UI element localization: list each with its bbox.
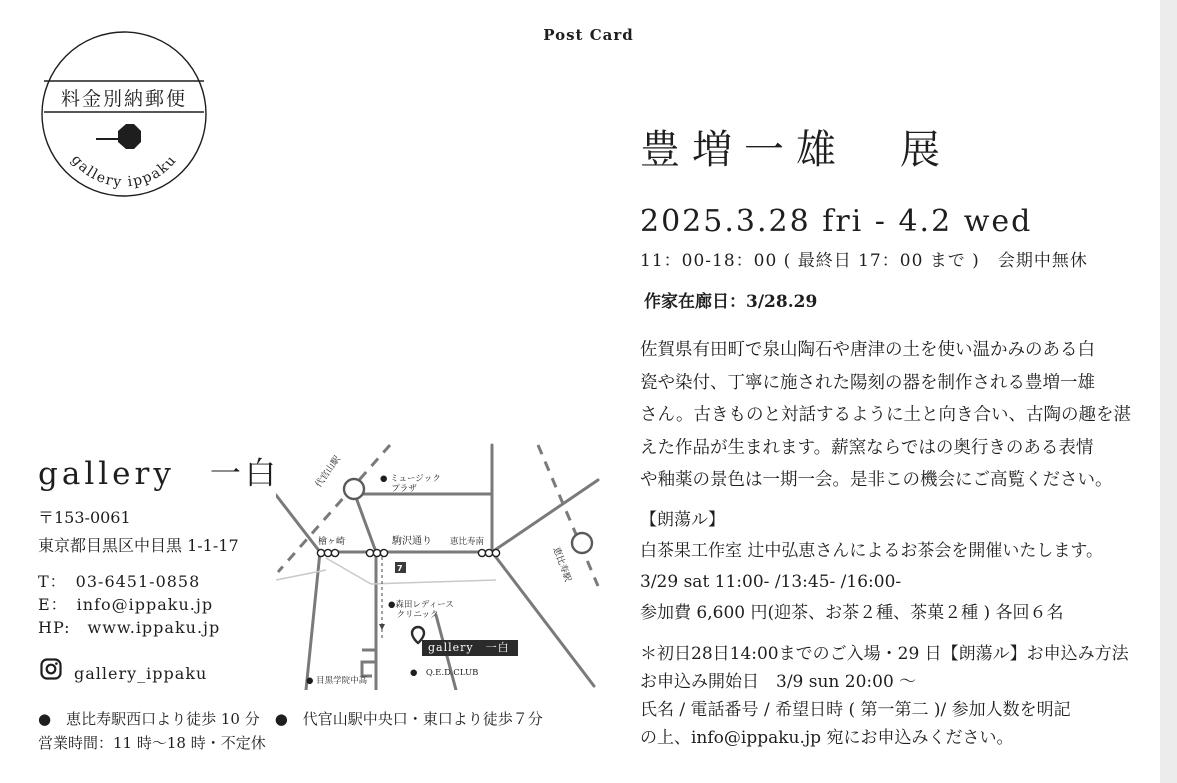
access-map: [276, 440, 600, 690]
side-street: [326, 558, 371, 584]
gallery-contact: [38, 570, 220, 639]
postal-code: 〒153-0061: [38, 508, 131, 527]
postcard-header: Post Card: [543, 26, 634, 44]
hinokizaka-label: 檜ヶ崎: [318, 537, 346, 547]
komazawa-dori-label: 駒沢通り: [392, 536, 432, 547]
business-hours: 営業時間：11 時〜18 時・不定休: [38, 734, 266, 752]
map-gallery-tag: gallery 一白: [422, 640, 518, 656]
gallery-logo-icon: [96, 124, 141, 149]
description-line: 佐賀県有田町で泉山陶石や唐津の土を使い温かみのある白: [640, 340, 1095, 360]
svg-text:7: 7: [397, 564, 403, 573]
road: [354, 492, 376, 552]
page-edge: [1160, 0, 1177, 783]
tea-event-line: 3/29 sat 11:00- /13:45- /16:00-: [640, 572, 902, 592]
music-plaza-label: ● ミュージック プラザ: [380, 474, 441, 494]
description-line: 瓷や染付、丁寧に施された陽刻の器を制作される豊増一雄: [640, 372, 1095, 393]
road: [276, 495, 320, 552]
email: E： info@ippaku.jp: [38, 595, 214, 614]
tea-event-line: 参加費 6,600 円(迎茶、お茶２種、茶菓２種 ) 各回６名: [640, 603, 1064, 623]
ebisu-station-label: 恵比寿駅: [550, 546, 573, 584]
gallery-address: [38, 504, 239, 560]
stamp-gallery-text: gallery ippaku: [67, 151, 181, 191]
stamp-graphic: [40, 30, 208, 198]
tea-event-details: [640, 536, 1150, 629]
street-address: 東京都目黒区中目黒 1-1-17: [38, 536, 239, 555]
road: [492, 552, 594, 686]
side-street: [371, 580, 496, 584]
application-line: お申込み開始日 3/9 sun 20:00 〜: [640, 672, 917, 692]
application-line: 氏名 / 電話番号 / 希望日時 ( 第一第二 )/ 参加人数を明記: [640, 700, 1071, 720]
instagram-icon: [40, 658, 62, 680]
application-line: ＊初日28日14:00までのご入場・29 日【朗蕩ル】お申込み方法: [640, 644, 1129, 664]
description-line: えた作品が生まれます。薪窯ならではの奥行きのある表情: [640, 437, 1094, 458]
qed-club-label: ● Q.E.D.CLUB: [410, 668, 479, 678]
exhibition-description: [640, 334, 1140, 497]
instagram-handle: gallery_ippaku: [74, 664, 208, 683]
tea-event-title: 【朗蕩ル】: [640, 510, 725, 530]
access-directions: ● 恵比寿駅西口より徒歩 10 分 ● 代官山駅中央口・東口より徒歩７分: [38, 710, 543, 728]
ebisu-minami-label: 恵比寿南: [450, 537, 485, 547]
opening-hours: 11：00-18：00 ( 最終日 17：00 まで ) 会期中無休: [640, 251, 1088, 271]
exhibition-dates: 2025.3.28 fri - 4.2 wed: [640, 204, 1033, 239]
telephone: T： 03-6451-0858: [38, 572, 201, 591]
meguro-school-label: ● 目黒学院中高: [306, 676, 368, 686]
postage-stamp: [40, 30, 208, 198]
tea-event-line: 白茶果工作室 辻中弘恵さんによるお茶会を開催いたします。: [640, 541, 1104, 561]
exhibition-title: 豊増一雄 展: [640, 127, 952, 173]
application-info: [640, 640, 1150, 752]
description-line: や釉薬の景色は一期一会。是非この機会にご高覧ください。: [640, 470, 1113, 490]
daikanyama-station-marker: [344, 479, 364, 499]
artist-present-dates: 作家在廊日：3/28.29: [644, 292, 818, 312]
ebisu-station-marker: [572, 533, 592, 553]
svg-text:gallery ippaku: [68, 152, 180, 191]
access-info: [38, 707, 543, 755]
homepage: HP: www.ippaku.jp: [38, 618, 221, 637]
gallery-name: gallery 一白: [38, 456, 280, 492]
road: [362, 650, 376, 676]
route-arrow-icon: [379, 624, 385, 630]
application-line: の上、info@ippaku.jp 宛にお申込みください。: [640, 728, 1014, 748]
stamp-label: 料金別納郵便: [60, 88, 187, 110]
clinic-label: ●森田レディース クリニック: [388, 600, 454, 620]
daikanyama-station-label: 代官山駅: [314, 454, 343, 490]
description-line: さん。古きものと対話するように土と向き合い、古陶の趣を湛: [640, 405, 1132, 425]
